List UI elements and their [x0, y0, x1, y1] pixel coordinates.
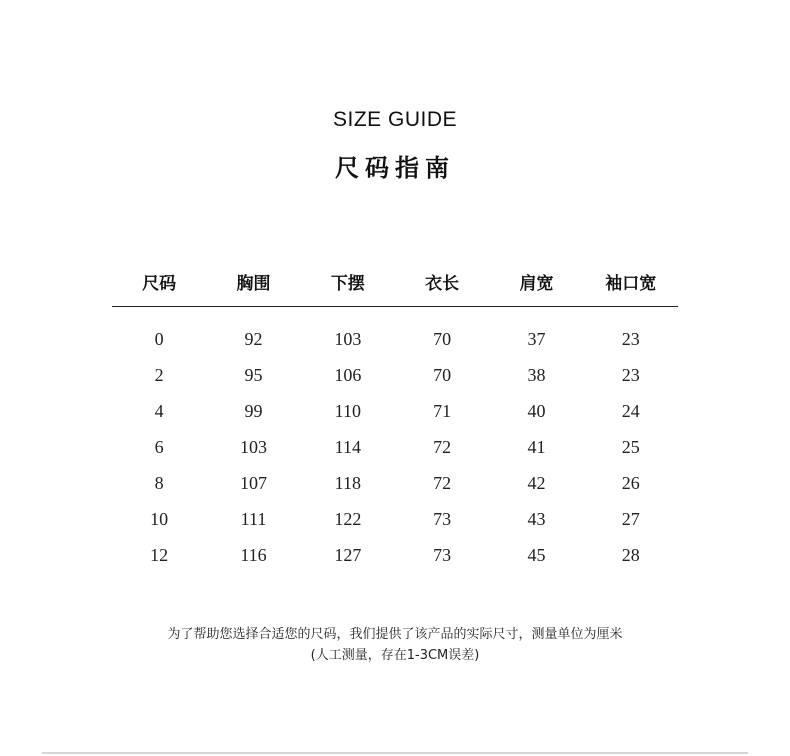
table-cell: 6 [154, 436, 164, 457]
header-size: 尺码 [142, 273, 177, 294]
table-cell: 122 [334, 508, 362, 529]
table-cell: 72 [433, 472, 452, 493]
page-title-chinese: 尺码指南 [335, 154, 455, 182]
table-cell: 40 [527, 400, 546, 421]
table-cell: 116 [240, 544, 267, 565]
table-cell: 92 [244, 328, 263, 349]
table-cell: 71 [433, 400, 452, 421]
table-cell: 111 [240, 508, 267, 529]
table-cell: 26 [621, 472, 640, 493]
table-row [112, 393, 678, 429]
table-cell: 12 [150, 544, 169, 565]
table-cell: 28 [621, 544, 640, 565]
table-cell: 43 [527, 508, 546, 529]
table-cell: 73 [433, 508, 452, 529]
table-row [112, 501, 678, 537]
table-cell: 73 [433, 544, 452, 565]
table-row [112, 357, 678, 393]
table-cell: 72 [433, 436, 452, 457]
table-cell: 95 [244, 364, 263, 385]
header-chest: 胸围 [236, 273, 271, 294]
table-cell: 103 [334, 328, 362, 349]
note-line-2: (人工测量，存在1-3CM误差) [310, 648, 480, 663]
note-line-1: 为了帮助您选择合适您的尺码，我们提供了该产品的实际尺寸，测量单位为厘米 [167, 627, 623, 642]
table-cell: 103 [239, 436, 267, 457]
table-cell: 0 [154, 328, 164, 349]
table-cell: 70 [433, 328, 452, 349]
table-cell: 24 [621, 400, 640, 421]
table-cell: 27 [621, 508, 640, 529]
table-cell: 118 [334, 472, 361, 493]
bottom-divider [42, 752, 748, 754]
size-table [112, 256, 678, 573]
header-cuff: 袖口宽 [605, 273, 657, 294]
table-row [112, 429, 678, 465]
table-cell: 45 [527, 544, 546, 565]
table-cell: 70 [433, 364, 452, 385]
header-length: 衣长 [425, 273, 460, 294]
table-cell: 4 [154, 400, 164, 421]
page-title-english: SIZE GUIDE [332, 108, 458, 131]
table-cell: 2 [154, 364, 164, 385]
table-body [112, 307, 678, 573]
table-cell: 38 [527, 364, 546, 385]
measurement-note [0, 624, 790, 666]
table-cell: 110 [334, 400, 361, 421]
table-cell: 10 [150, 508, 169, 529]
table-row [112, 537, 678, 573]
table-cell: 107 [239, 472, 267, 493]
header-shoulder: 肩宽 [519, 273, 554, 294]
table-cell: 37 [527, 328, 546, 349]
header-hem: 下摆 [330, 273, 365, 294]
table-cell: 23 [621, 328, 640, 349]
table-row [112, 321, 678, 357]
table-cell: 8 [154, 472, 164, 493]
table-cell: 114 [334, 436, 361, 457]
table-row [112, 465, 678, 501]
table-cell: 41 [527, 436, 546, 457]
table-header [112, 256, 678, 307]
table-cell: 106 [334, 364, 362, 385]
table-cell: 127 [334, 544, 362, 565]
table-cell: 25 [621, 436, 640, 457]
table-cell: 42 [527, 472, 546, 493]
table-cell: 99 [244, 400, 263, 421]
table-cell: 23 [621, 364, 640, 385]
